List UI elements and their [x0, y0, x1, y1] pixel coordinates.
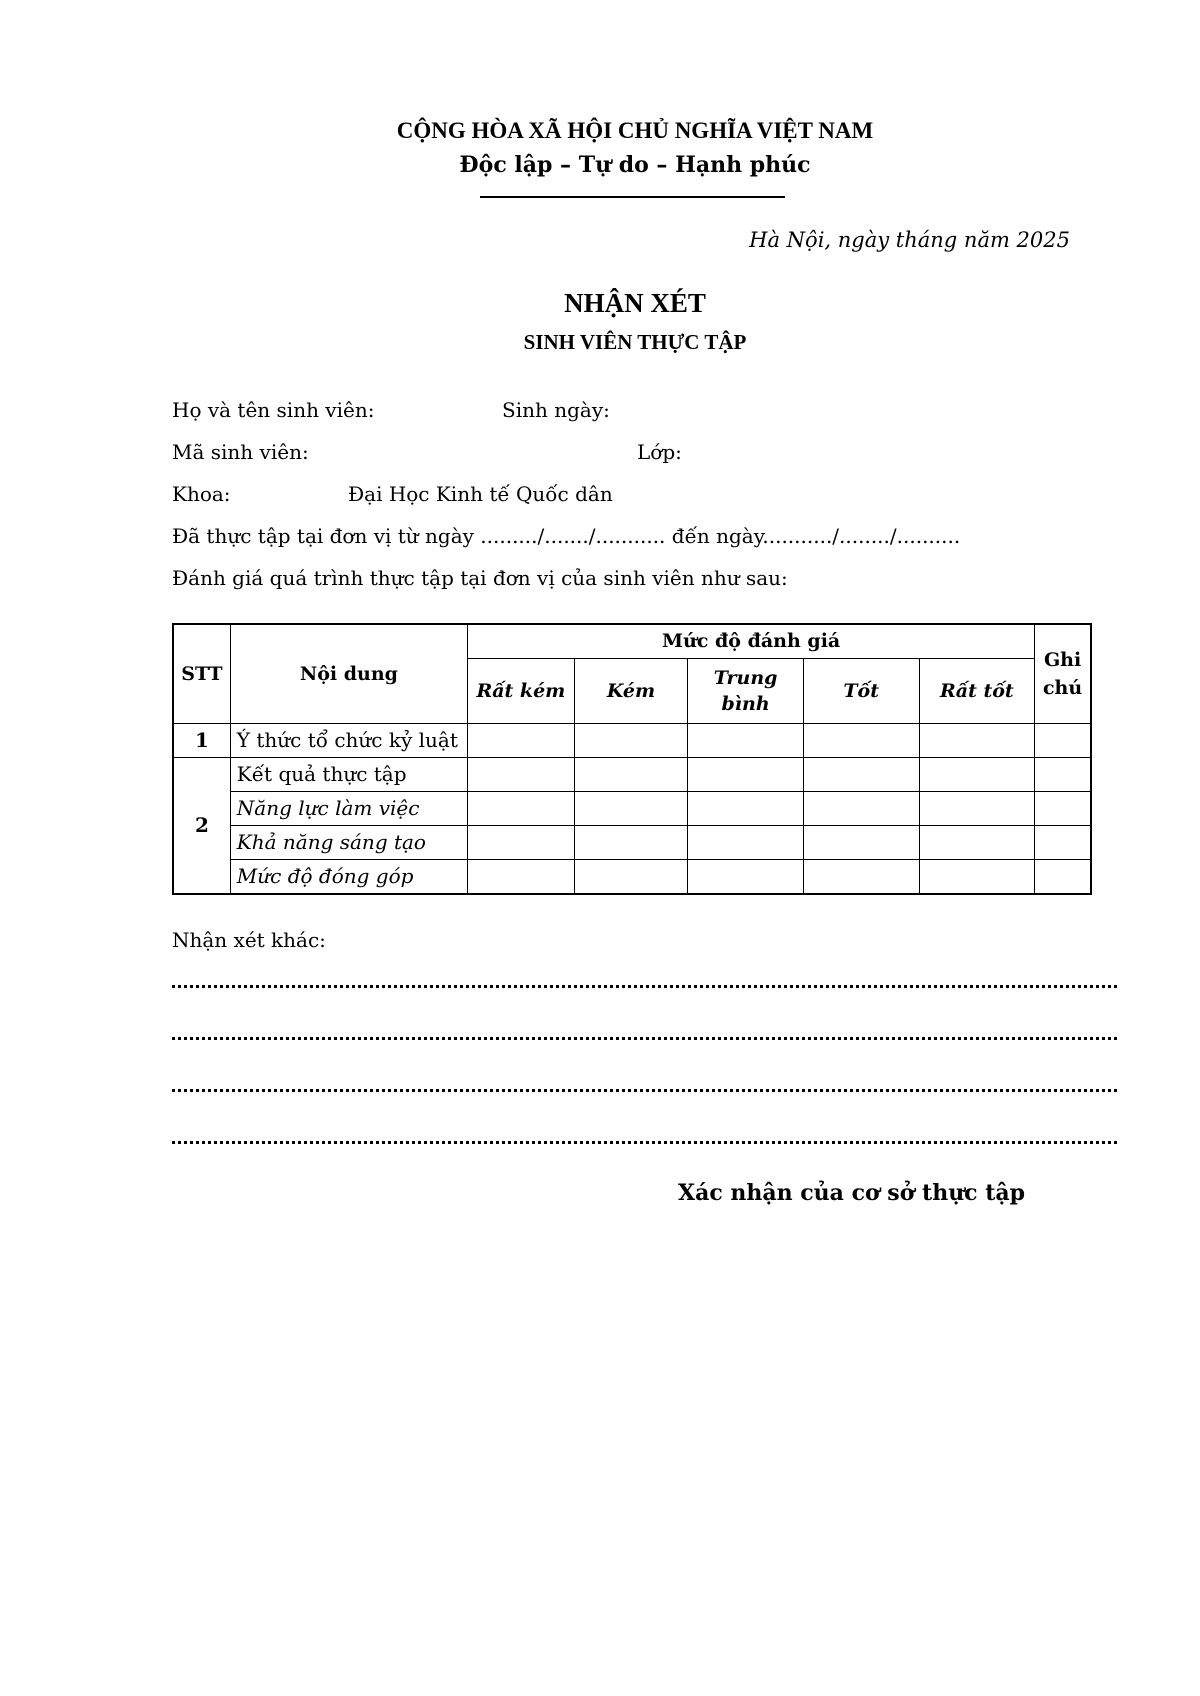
student-name-label: Họ và tên sinh viên:	[172, 398, 375, 422]
table-row	[173, 757, 1091, 791]
header-level-poor: Kém	[574, 658, 688, 723]
rating-cell[interactable]	[468, 859, 575, 894]
header-content: Nội dung	[230, 624, 467, 723]
rating-cell[interactable]	[919, 791, 1035, 825]
rating-cell[interactable]	[919, 757, 1035, 791]
table-row	[173, 825, 1091, 859]
rating-cell[interactable]	[688, 825, 804, 859]
evaluation-table	[172, 623, 1092, 895]
rating-cell[interactable]	[574, 859, 688, 894]
document-title: NHẬN XÉT	[564, 288, 706, 318]
comment-line[interactable]	[172, 1037, 1117, 1040]
row-content: Kết quả thực tập	[230, 757, 467, 791]
header-level-very-poor: Rất kém	[468, 658, 575, 723]
rating-cell[interactable]	[574, 791, 688, 825]
comment-line[interactable]	[172, 985, 1117, 988]
rating-cell[interactable]	[919, 723, 1035, 757]
internship-site-confirmation: Xác nhận của cơ sở thực tập	[678, 1180, 1026, 1206]
note-cell[interactable]	[1035, 825, 1091, 859]
note-cell[interactable]	[1035, 859, 1091, 894]
rating-cell[interactable]	[574, 825, 688, 859]
row-content: Ý thức tổ chức kỷ luật	[230, 723, 467, 757]
rating-cell[interactable]	[803, 723, 919, 757]
evaluation-intro: Đánh giá quá trình thực tập tại đơn vị của sinh viên như sau:	[172, 566, 788, 590]
row-content: Khả năng sáng tạo	[230, 825, 467, 859]
document-subtitle: SINH VIÊN THỰC TẬP	[523, 330, 747, 354]
rating-cell[interactable]	[688, 791, 804, 825]
header-note: Ghi chú	[1035, 624, 1091, 723]
rating-cell[interactable]	[803, 825, 919, 859]
comment-line[interactable]	[172, 1141, 1117, 1144]
rating-cell[interactable]	[919, 859, 1035, 894]
birth-date-label: Sinh ngày:	[502, 398, 610, 422]
rating-cell[interactable]	[468, 757, 575, 791]
rating-cell[interactable]	[803, 859, 919, 894]
rating-cell[interactable]	[688, 723, 804, 757]
row-stt: 1	[173, 723, 230, 757]
faculty-label: Khoa:	[172, 482, 231, 506]
internship-period: Đã thực tập tại đơn vị từ ngày ........./......./........... đến ngày.........../......../..........	[172, 524, 961, 548]
student-id-label: Mã sinh viên:	[172, 440, 309, 464]
header-level: Mức độ đánh giá	[468, 624, 1035, 658]
national-motto: Độc lập – Tự do – Hạnh phúc	[459, 152, 811, 178]
header-level-good: Tốt	[803, 658, 919, 723]
rating-cell[interactable]	[574, 757, 688, 791]
header-level-very-good: Rất tốt	[919, 658, 1035, 723]
table-row	[173, 791, 1091, 825]
row-content: Năng lực làm việc	[230, 791, 467, 825]
note-cell[interactable]	[1035, 723, 1091, 757]
note-cell[interactable]	[1035, 757, 1091, 791]
header-level-average: Trung bình	[688, 658, 804, 723]
comment-line[interactable]	[172, 1089, 1117, 1092]
rating-cell[interactable]	[803, 757, 919, 791]
rating-cell[interactable]	[919, 825, 1035, 859]
note-cell[interactable]	[1035, 791, 1091, 825]
faculty-value: Đại Học Kinh tế Quốc dân	[348, 482, 613, 506]
row-stt: 2	[173, 757, 230, 894]
header-stt: STT	[173, 624, 230, 723]
rating-cell[interactable]	[803, 791, 919, 825]
rating-cell[interactable]	[688, 859, 804, 894]
rating-cell[interactable]	[688, 757, 804, 791]
row-content: Mức độ đóng góp	[230, 859, 467, 894]
rating-cell[interactable]	[468, 723, 575, 757]
place-date-line: Hà Nội, ngày tháng năm 2025	[749, 228, 1070, 252]
nation-title: CỘNG HÒA XÃ HỘI CHỦ NGHĨA VIỆT NAM	[396, 118, 874, 143]
table-row	[173, 723, 1091, 757]
rating-cell[interactable]	[468, 825, 575, 859]
table-row	[173, 859, 1091, 894]
rating-cell[interactable]	[574, 723, 688, 757]
class-label: Lớp:	[637, 440, 682, 464]
rating-cell[interactable]	[468, 791, 575, 825]
other-comments-label: Nhận xét khác:	[172, 928, 326, 952]
motto-underline	[480, 196, 785, 198]
